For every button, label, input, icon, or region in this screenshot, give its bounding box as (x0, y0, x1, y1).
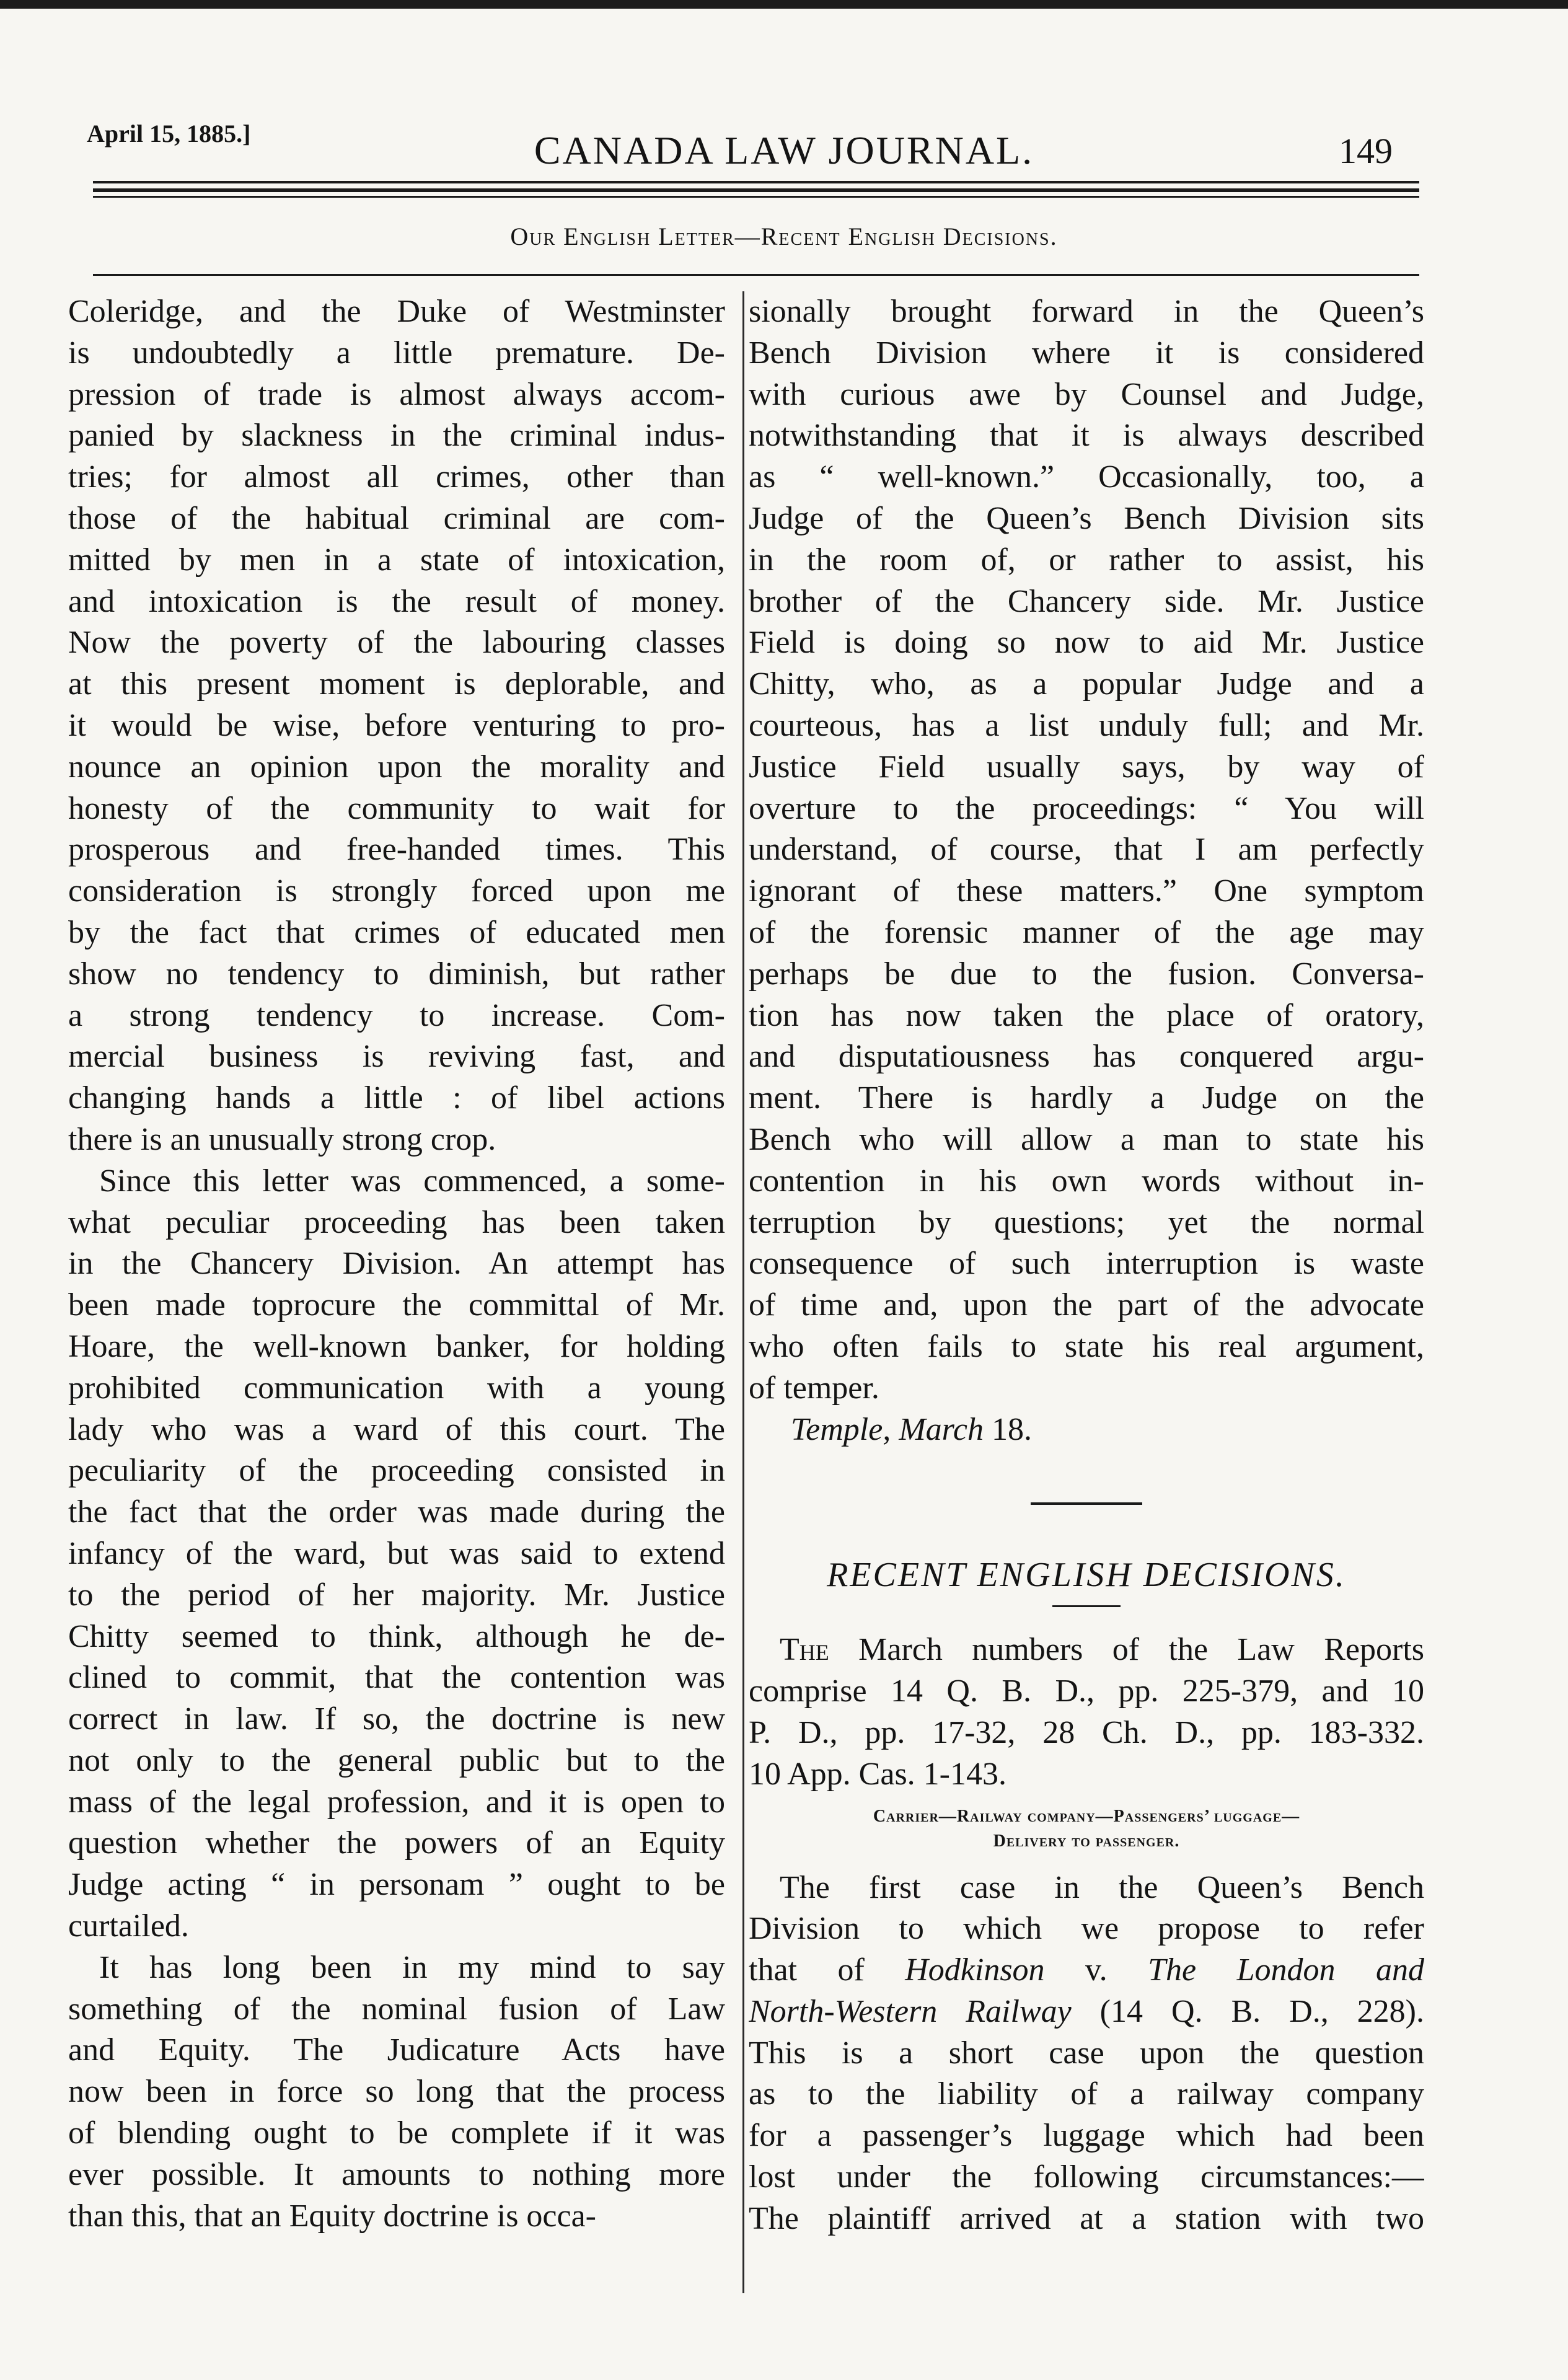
text-line: question whether the powers of an Equity (68, 1825, 725, 1861)
letter-continuation (749, 291, 1424, 1409)
page-number: 149 (1339, 131, 1393, 171)
text-line: infancy of the ward, but was said to extend (68, 1535, 725, 1571)
text-line: to the period of her majority. Mr. Justice (68, 1577, 725, 1613)
text-line: P. D., pp. 17-32, 28 Ch. D., pp. 183-332. (749, 1714, 1424, 1750)
text-line: notwithstanding that it is always described (749, 418, 1424, 454)
text-line: with curious awe by Counsel and Judge, (749, 376, 1424, 412)
text-line (749, 1629, 1424, 1671)
text-line: as to the liability of a railway company (749, 2076, 1424, 2112)
section-title-rule (1052, 1605, 1121, 1607)
text-line: ever possible. It amounts to nothing more (68, 2156, 725, 2192)
subheading-rule (93, 274, 1419, 276)
text-line: correct in law. If so, the doctrine is new (68, 1701, 725, 1737)
text-line: Chitty, who, as a popular Judge and a (749, 666, 1424, 702)
text-line: prohibited communication with a young (68, 1370, 725, 1406)
intro-line-rest: March numbers of the Law Reports (829, 1632, 1424, 1668)
intro-lead-word: The (780, 1632, 829, 1668)
text-line: The plaintiff arrived at a station with two (749, 2200, 1424, 2236)
text-line: that of Hodkinson v. The London and (749, 1952, 1424, 1988)
text-line: changing hands a little : of libel actions (68, 1080, 725, 1116)
text-line: what peculiar proceeding has been taken (68, 1204, 725, 1240)
text-line: Hoare, the well-known banker, for holding (68, 1328, 725, 1364)
text-line: understand, of course, that I am perfectly (749, 832, 1424, 868)
text-line: consequence of such interruption is waste (749, 1246, 1424, 1282)
right-column (749, 291, 1424, 2240)
text-line: Since this letter was commenced, a some- (99, 1163, 725, 1199)
text-line: Judge acting “ in personam ” ought to be (68, 1867, 725, 1903)
text-line: and Equity. The Judicature Acts have (68, 2032, 725, 2068)
text-line: than this, that an Equity doctrine is occa- (68, 2198, 596, 2234)
text-line: at this present moment is deplorable, and (68, 666, 725, 702)
text-line: This is a short case upon the question (749, 2035, 1424, 2071)
signoff-day: 18. (992, 1411, 1033, 1447)
text-line: in the room of, or rather to assist, his (749, 542, 1424, 578)
text-line: Bench who will allow a man to state his (749, 1121, 1424, 1157)
text-line: Field is doing so now to aid Mr. Justice (749, 625, 1424, 661)
case-paragraph (749, 1867, 1424, 2240)
header-rule (93, 181, 1419, 183)
text-line: clined to commit, that the contention was (68, 1660, 725, 1696)
section-divider-rule (1031, 1502, 1142, 1505)
text-line: sionally brought forward in the Queen’s (749, 294, 1424, 329)
text-line: contention in his own words without in- (749, 1163, 1424, 1199)
text-line: tion has now taken the place of oratory, (749, 997, 1424, 1033)
text-line: for a passenger’s luggage which had been (749, 2118, 1424, 2154)
header-rule-thick (93, 188, 1419, 192)
text-line: of blending ought to be complete if it was (68, 2115, 725, 2151)
text-line: consideration is strongly forced upon me (68, 873, 725, 909)
text-line: of temper. (749, 1370, 879, 1406)
text-line: Division to which we propose to refer (749, 1911, 1424, 1947)
text-line: terruption by questions; yet the normal (749, 1204, 1424, 1240)
text-line: pression of trade is almost always accom- (68, 376, 725, 412)
text-line: ment. There is hardly a Judge on the (749, 1080, 1424, 1116)
text-line: and intoxication is the result of money. (68, 583, 725, 619)
case-heading-line: Carrier—Railway company—Passengers’ luggage— (873, 1806, 1300, 1826)
text-line: of time and, upon the part of the advocate (749, 1287, 1424, 1323)
text-line: lost under the following circumstances:— (749, 2159, 1424, 2195)
text-line: Bench Division where it is considered (749, 335, 1424, 371)
text-line: now been in force so long that the process (68, 2074, 725, 2110)
text-line: mass of the legal profession, and it is open to (68, 1784, 725, 1820)
text-line: peculiarity of the proceeding consisted in (68, 1453, 725, 1489)
text-line: who often fails to state his real argument, (749, 1328, 1424, 1364)
text-line: Now the poverty of the labouring classes (68, 625, 725, 661)
text-line: courteous, has a list unduly full; and Mr. (749, 707, 1424, 743)
left-column (68, 291, 725, 2237)
scan-top-edge (0, 0, 1568, 9)
text-line: there is an unusually strong crop. (68, 1121, 496, 1157)
text-line: overture to the proceedings: “ You will (749, 790, 1424, 826)
text-line: in the Chancery Division. An attempt has (68, 1246, 725, 1282)
text-line: curtailed. (68, 1908, 189, 1944)
text-line: tries; for almost all crimes, other than (68, 459, 725, 495)
text-line: It has long been in my mind to say (99, 1949, 725, 1985)
case-heading-line: Delivery to passenger. (993, 1831, 1180, 1851)
text-line: mercial business is reviving fast, and (68, 1039, 725, 1075)
text-line: prosperous and free-handed times. This (68, 832, 725, 868)
text-line: North-Western Railway (14 Q. B. D., 228). (749, 1993, 1424, 2029)
running-head-date: April 15, 1885.] (87, 120, 251, 148)
text-line: is undoubtedly a little premature. De- (68, 335, 725, 371)
text-line: those of the habitual criminal are com- (68, 500, 725, 536)
letter-signoff (749, 1409, 1424, 1451)
text-line: of the forensic manner of the age may (749, 914, 1424, 950)
text-line: 10 App. Cas. 1-143. (749, 1756, 1006, 1792)
text-line: been made toprocure the committal of Mr. (68, 1287, 725, 1323)
text-line: a strong tendency to increase. Com- (68, 997, 725, 1033)
text-line: honesty of the community to wait for (68, 790, 725, 826)
header-rule-thin (93, 196, 1419, 198)
text-line: nounce an opinion upon the morality and (68, 749, 725, 785)
text-line: Judge of the Queen’s Bench Division sits (749, 500, 1424, 536)
text-line: The first case in the Queen’s Bench (780, 1869, 1424, 1905)
section-title: RECENT ENGLISH DECISIONS. (827, 1556, 1346, 1595)
text-line: it would be wise, before venturing to pro- (68, 707, 725, 743)
section-subheading: Our English Letter—Recent English Decisions. (510, 223, 1058, 250)
text-line: as “ well-known.” Occasionally, too, a (749, 459, 1424, 495)
text-line: something of the nominal fusion of Law (68, 1991, 725, 2027)
text-line: not only to the general public but to the (68, 1742, 725, 1778)
text-line: by the fact that crimes of educated men (68, 914, 725, 950)
text-line: ignorant of these matters.” One symptom (749, 873, 1424, 909)
text-line: Coleridge, and the Duke of Westminster (68, 294, 725, 329)
running-head-title: CANADA LAW JOURNAL. (534, 128, 1034, 172)
text-line: and disputatiousness has conquered argu- (749, 1039, 1424, 1075)
column-divider (742, 291, 744, 2293)
signoff-place: Temple, (791, 1411, 891, 1447)
case-heading (749, 1804, 1424, 1854)
text-line: Justice Field usually says, by way of (749, 749, 1424, 785)
intro-paragraph (749, 1629, 1424, 1795)
text-line: Chitty seemed to think, although he de- (68, 1618, 725, 1654)
text-line: show no tendency to diminish, but rather (68, 956, 725, 992)
text-line: lady who was a ward of this court. The (68, 1411, 725, 1447)
text-line: the fact that the order was made during the (68, 1494, 725, 1530)
signoff-month: March (899, 1411, 984, 1447)
text-line: comprise 14 Q. B. D., pp. 225-379, and 10 (749, 1673, 1424, 1709)
text-line: mitted by men in a state of intoxication, (68, 542, 725, 578)
text-line: brother of the Chancery side. Mr. Justice (749, 583, 1424, 619)
text-line: perhaps be due to the fusion. Conversa- (749, 956, 1424, 992)
text-line: panied by slackness in the criminal indus- (68, 418, 725, 454)
